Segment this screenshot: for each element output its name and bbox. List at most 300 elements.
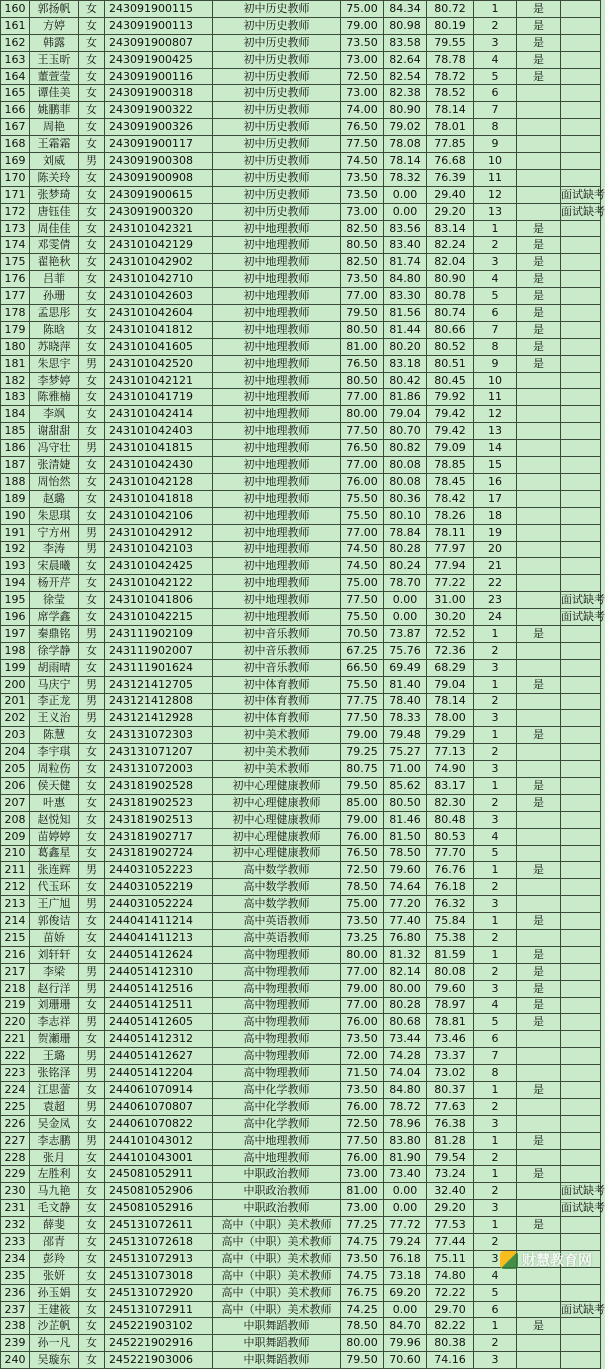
cell-physical-exam: 是	[517, 68, 561, 85]
cell-remark	[561, 1166, 601, 1183]
cell-gender: 女	[79, 845, 105, 862]
table-row	[1, 1284, 601, 1301]
cell-position: 初中体育教师	[213, 710, 341, 727]
cell-written-score: 74.50	[341, 541, 384, 558]
cell-gender: 女	[79, 220, 105, 237]
cell-index: 217	[1, 963, 30, 980]
cell-total-score: 74.16	[427, 1352, 474, 1369]
cell-gender: 女	[79, 997, 105, 1014]
cell-exam-id: 243131072303	[105, 727, 213, 744]
table-row	[1, 169, 601, 186]
cell-index: 212	[1, 879, 30, 896]
cell-physical-exam	[517, 136, 561, 153]
cell-gender: 女	[79, 1250, 105, 1267]
cell-name: 王广旭	[30, 896, 79, 913]
cell-written-score: 76.00	[341, 1098, 384, 1115]
cell-rank: 6	[474, 1301, 517, 1318]
cell-name: 谭佳美	[30, 85, 79, 102]
cell-exam-id: 243091900115	[105, 1, 213, 18]
cell-remark	[561, 51, 601, 68]
cell-name: 王义治	[30, 710, 79, 727]
cell-interview-score: 79.96	[384, 1335, 427, 1352]
cell-name: 周粒伤	[30, 761, 79, 778]
cell-index: 223	[1, 1065, 30, 1082]
cell-interview-score: 73.40	[384, 1166, 427, 1183]
table-row	[1, 828, 601, 845]
cell-exam-id: 243091900807	[105, 34, 213, 51]
cell-exam-id: 243091900320	[105, 203, 213, 220]
cell-exam-id: 244051412312	[105, 1031, 213, 1048]
cell-remark	[561, 1335, 601, 1352]
cell-rank: 3	[474, 761, 517, 778]
cell-index: 170	[1, 169, 30, 186]
cell-interview-score: 79.60	[384, 862, 427, 879]
cell-gender: 男	[79, 153, 105, 170]
cell-interview-score: 78.72	[384, 1098, 427, 1115]
cell-gender: 女	[79, 1115, 105, 1132]
cell-remark	[561, 305, 601, 322]
table-row	[1, 794, 601, 811]
cell-exam-id: 243111901624	[105, 659, 213, 676]
table-row	[1, 811, 601, 828]
cell-index: 163	[1, 51, 30, 68]
cell-position: 中职舞蹈教师	[213, 1352, 341, 1369]
cell-written-score: 67.25	[341, 642, 384, 659]
cell-physical-exam: 是	[517, 1217, 561, 1234]
cell-remark	[561, 1318, 601, 1335]
cell-position: 初中地理教师	[213, 271, 341, 288]
cell-written-score: 77.00	[341, 963, 384, 980]
cell-total-score: 80.51	[427, 355, 474, 372]
cell-interview-score: 80.98	[384, 17, 427, 34]
cell-remark	[561, 1115, 601, 1132]
cell-position: 初中音乐教师	[213, 625, 341, 642]
cell-exam-id: 245131072913	[105, 1250, 213, 1267]
cell-position: 初中体育教师	[213, 693, 341, 710]
cell-remark	[561, 1031, 601, 1048]
cell-position: 初中历史教师	[213, 102, 341, 119]
cell-gender: 女	[79, 507, 105, 524]
cell-written-score: 79.00	[341, 811, 384, 828]
cell-name: 徐莹	[30, 592, 79, 609]
cell-rank: 4	[474, 997, 517, 1014]
cell-gender: 女	[79, 1284, 105, 1301]
cell-gender: 女	[79, 237, 105, 254]
cell-exam-id: 243131072003	[105, 761, 213, 778]
cell-total-score: 74.90	[427, 761, 474, 778]
table-row	[1, 423, 601, 440]
cell-exam-id: 243101041812	[105, 321, 213, 338]
table-row	[1, 237, 601, 254]
cell-remark	[561, 136, 601, 153]
cell-exam-id: 243101042902	[105, 254, 213, 271]
cell-name: 马庆宁	[30, 676, 79, 693]
cell-name: 李飒	[30, 406, 79, 423]
cell-physical-exam: 是	[517, 997, 561, 1014]
table-row	[1, 1065, 601, 1082]
cell-index: 197	[1, 625, 30, 642]
cell-rank: 20	[474, 541, 517, 558]
cell-total-score: 80.53	[427, 828, 474, 845]
cell-physical-exam	[517, 1267, 561, 1284]
cell-name: 邵青	[30, 1234, 79, 1251]
cell-remark	[561, 1149, 601, 1166]
cell-exam-id: 243091900113	[105, 17, 213, 34]
cell-written-score: 73.25	[341, 929, 384, 946]
cell-name: 郭俊诘	[30, 913, 79, 930]
cell-position: 初中地理教师	[213, 338, 341, 355]
cell-exam-id: 243091900322	[105, 102, 213, 119]
cell-rank: 6	[474, 1031, 517, 1048]
cell-physical-exam	[517, 406, 561, 423]
cell-remark	[561, 1352, 601, 1369]
cell-physical-exam	[517, 1200, 561, 1217]
cell-exam-id: 245131072920	[105, 1284, 213, 1301]
cell-total-score: 29.20	[427, 203, 474, 220]
cell-written-score: 76.00	[341, 1149, 384, 1166]
table-row	[1, 1301, 601, 1318]
cell-gender: 女	[79, 102, 105, 119]
cell-gender: 女	[79, 119, 105, 136]
cell-total-score: 73.46	[427, 1031, 474, 1048]
cell-index: 180	[1, 338, 30, 355]
cell-exam-id: 243101041806	[105, 592, 213, 609]
cell-remark: 面试缺考	[561, 203, 601, 220]
cell-exam-id: 244031052219	[105, 879, 213, 896]
cell-index: 211	[1, 862, 30, 879]
cell-position: 高中地理教师	[213, 1132, 341, 1149]
cell-written-score: 77.50	[341, 592, 384, 609]
cell-exam-id: 244101043001	[105, 1149, 213, 1166]
cell-position: 初中地理教师	[213, 372, 341, 389]
cell-written-score: 85.00	[341, 794, 384, 811]
cell-total-score: 78.00	[427, 710, 474, 727]
cell-position: 初中历史教师	[213, 136, 341, 153]
cell-written-score: 80.00	[341, 1335, 384, 1352]
cell-exam-id: 243101042520	[105, 355, 213, 372]
cell-interview-score: 78.08	[384, 136, 427, 153]
cell-remark	[561, 1284, 601, 1301]
cell-interview-score: 0.00	[384, 1301, 427, 1318]
cell-physical-exam: 是	[517, 777, 561, 794]
cell-interview-score: 0.00	[384, 203, 427, 220]
cell-name: 李梁	[30, 963, 79, 980]
cell-position: 初中美术教师	[213, 761, 341, 778]
cell-gender: 女	[79, 879, 105, 896]
cell-name: 李志鹏	[30, 1132, 79, 1149]
cell-remark	[561, 625, 601, 642]
cell-gender: 女	[79, 389, 105, 406]
cell-total-score: 77.44	[427, 1234, 474, 1251]
cell-rank: 4	[474, 271, 517, 288]
cell-rank: 2	[474, 963, 517, 980]
table-row	[1, 642, 601, 659]
cell-exam-id: 244031052223	[105, 862, 213, 879]
cell-position: 初中地理教师	[213, 288, 341, 305]
cell-gender: 女	[79, 254, 105, 271]
cell-physical-exam	[517, 879, 561, 896]
table-row	[1, 558, 601, 575]
cell-index: 233	[1, 1234, 30, 1251]
cell-interview-score: 80.36	[384, 490, 427, 507]
cell-interview-score: 78.50	[384, 845, 427, 862]
cell-position: 初中音乐教师	[213, 642, 341, 659]
cell-written-score: 76.75	[341, 1284, 384, 1301]
cell-position: 中职舞蹈教师	[213, 1318, 341, 1335]
cell-gender: 女	[79, 575, 105, 592]
cell-index: 182	[1, 372, 30, 389]
cell-position: 高中英语教师	[213, 929, 341, 946]
cell-physical-exam: 是	[517, 288, 561, 305]
cell-name: 姚鹏菲	[30, 102, 79, 119]
cell-exam-id: 245081052916	[105, 1200, 213, 1217]
cell-index: 172	[1, 203, 30, 220]
cell-gender: 女	[79, 946, 105, 963]
cell-total-score: 72.52	[427, 625, 474, 642]
cell-name: 孙玉娟	[30, 1284, 79, 1301]
cell-position: 高中地理教师	[213, 1149, 341, 1166]
cell-interview-score: 77.72	[384, 1217, 427, 1234]
cell-rank: 8	[474, 119, 517, 136]
cell-physical-exam	[517, 929, 561, 946]
cell-interview-score: 78.32	[384, 169, 427, 186]
cell-interview-score: 82.14	[384, 963, 427, 980]
cell-physical-exam	[517, 761, 561, 778]
cell-interview-score: 83.18	[384, 355, 427, 372]
cell-gender: 男	[79, 355, 105, 372]
cell-remark	[561, 693, 601, 710]
cell-written-score: 76.50	[341, 355, 384, 372]
cell-name: 张梦琦	[30, 186, 79, 203]
cell-gender: 女	[79, 811, 105, 828]
cell-gender: 女	[79, 473, 105, 490]
cell-gender: 女	[79, 1082, 105, 1099]
cell-physical-exam	[517, 440, 561, 457]
cell-interview-score: 69.20	[384, 1284, 427, 1301]
cell-interview-score: 83.56	[384, 220, 427, 237]
cell-written-score: 77.50	[341, 710, 384, 727]
cell-remark	[561, 575, 601, 592]
cell-index: 240	[1, 1352, 30, 1369]
cell-physical-exam: 是	[517, 1082, 561, 1099]
cell-name: 周佳佳	[30, 220, 79, 237]
cell-total-score: 83.17	[427, 777, 474, 794]
cell-interview-score: 81.90	[384, 1149, 427, 1166]
table-row	[1, 51, 601, 68]
cell-written-score: 80.00	[341, 406, 384, 423]
cell-position: 初中音乐教师	[213, 659, 341, 676]
cell-written-score: 73.00	[341, 85, 384, 102]
cell-exam-id: 243101042129	[105, 237, 213, 254]
table-row	[1, 1250, 601, 1267]
cell-written-score: 76.50	[341, 845, 384, 862]
cell-interview-score: 80.10	[384, 507, 427, 524]
cell-total-score: 77.13	[427, 744, 474, 761]
cell-physical-exam: 是	[517, 676, 561, 693]
cell-index: 190	[1, 507, 30, 524]
cell-name: 唐钰佳	[30, 203, 79, 220]
cell-name: 韩露	[30, 34, 79, 51]
cell-index: 166	[1, 102, 30, 119]
cell-exam-id: 243101042106	[105, 507, 213, 524]
cell-gender: 女	[79, 1, 105, 18]
cell-gender: 男	[79, 625, 105, 642]
table-row	[1, 186, 601, 203]
cell-exam-id: 245221903102	[105, 1318, 213, 1335]
cell-remark	[561, 153, 601, 170]
cell-rank: 2	[474, 693, 517, 710]
cell-total-score: 77.22	[427, 575, 474, 592]
cell-interview-score: 78.14	[384, 153, 427, 170]
cell-name: 沙芷帆	[30, 1318, 79, 1335]
cell-gender: 女	[79, 457, 105, 474]
cell-remark	[561, 558, 601, 575]
cell-position: 高中（中职）美术教师	[213, 1234, 341, 1251]
cell-position: 初中地理教师	[213, 423, 341, 440]
cell-total-score: 32.40	[427, 1183, 474, 1200]
cell-written-score: 75.50	[341, 490, 384, 507]
cell-total-score: 80.45	[427, 372, 474, 389]
cell-name: 张连辉	[30, 862, 79, 879]
cell-index: 161	[1, 17, 30, 34]
cell-gender: 男	[79, 862, 105, 879]
cell-exam-id: 244051412605	[105, 1014, 213, 1031]
cell-remark	[561, 1082, 601, 1099]
cell-interview-score: 0.00	[384, 186, 427, 203]
cell-written-score: 79.25	[341, 744, 384, 761]
cell-exam-id: 243101042128	[105, 473, 213, 490]
cell-exam-id: 243091900117	[105, 136, 213, 153]
table-row	[1, 338, 601, 355]
cell-name: 代玉环	[30, 879, 79, 896]
cell-remark	[561, 457, 601, 474]
cell-interview-score: 81.86	[384, 389, 427, 406]
cell-position: 高中物理教师	[213, 997, 341, 1014]
cell-name: 杨开芹	[30, 575, 79, 592]
cell-total-score: 79.55	[427, 34, 474, 51]
cell-physical-exam: 是	[517, 1014, 561, 1031]
cell-remark	[561, 659, 601, 676]
cell-remark	[561, 85, 601, 102]
cell-total-score: 80.37	[427, 1082, 474, 1099]
cell-exam-id: 245221902916	[105, 1335, 213, 1352]
cell-interview-score: 78.70	[384, 575, 427, 592]
cell-written-score: 80.00	[341, 946, 384, 963]
cell-index: 224	[1, 1082, 30, 1099]
cell-interview-score: 80.42	[384, 372, 427, 389]
cell-remark	[561, 440, 601, 457]
cell-exam-id: 244031052224	[105, 896, 213, 913]
cell-interview-score: 84.34	[384, 1, 427, 18]
table-row	[1, 609, 601, 626]
cell-index: 199	[1, 659, 30, 676]
cell-name: 李正龙	[30, 693, 79, 710]
cell-interview-score: 79.24	[384, 1234, 427, 1251]
cell-position: 初中地理教师	[213, 541, 341, 558]
cell-physical-exam: 是	[517, 338, 561, 355]
cell-interview-score: 80.08	[384, 457, 427, 474]
cell-total-score: 78.01	[427, 119, 474, 136]
cell-written-score: 73.50	[341, 271, 384, 288]
cell-physical-exam: 是	[517, 17, 561, 34]
cell-total-score: 77.70	[427, 845, 474, 862]
cell-remark	[561, 321, 601, 338]
cell-rank: 5	[474, 1014, 517, 1031]
cell-rank: 2	[474, 1183, 517, 1200]
cell-exam-id: 244051412204	[105, 1065, 213, 1082]
cell-gender: 女	[79, 1335, 105, 1352]
table-row	[1, 625, 601, 642]
cell-rank: 5	[474, 288, 517, 305]
cell-name: 孟思彤	[30, 305, 79, 322]
cell-rank: 8	[474, 338, 517, 355]
cell-written-score: 77.00	[341, 457, 384, 474]
cell-physical-exam	[517, 423, 561, 440]
cell-physical-exam	[517, 710, 561, 727]
cell-exam-id: 243181902523	[105, 794, 213, 811]
table-row	[1, 1335, 601, 1352]
cell-interview-score: 79.04	[384, 406, 427, 423]
table-row	[1, 524, 601, 541]
cell-written-score: 73.50	[341, 186, 384, 203]
cell-interview-score: 85.62	[384, 777, 427, 794]
cell-exam-id: 243101042122	[105, 575, 213, 592]
cell-name: 郭扬帆	[30, 1, 79, 18]
cell-written-score: 81.00	[341, 338, 384, 355]
cell-name: 袁超	[30, 1098, 79, 1115]
cell-physical-exam	[517, 659, 561, 676]
cell-index: 204	[1, 744, 30, 761]
cell-name: 席学鑫	[30, 609, 79, 626]
cell-written-score: 71.50	[341, 1065, 384, 1082]
cell-total-score: 77.94	[427, 558, 474, 575]
cell-total-score: 72.36	[427, 642, 474, 659]
cell-remark	[561, 288, 601, 305]
cell-position: 初中历史教师	[213, 119, 341, 136]
cell-gender: 女	[79, 169, 105, 186]
table-row	[1, 254, 601, 271]
table-row	[1, 1115, 601, 1132]
cell-total-score: 73.24	[427, 1166, 474, 1183]
cell-position: 高中（中职）美术教师	[213, 1217, 341, 1234]
cell-name: 薛斐	[30, 1217, 79, 1234]
cell-written-score: 73.00	[341, 203, 384, 220]
table-row	[1, 946, 601, 963]
cell-exam-id: 243091900308	[105, 153, 213, 170]
cell-remark	[561, 423, 601, 440]
cell-physical-exam	[517, 457, 561, 474]
cell-total-score: 75.84	[427, 913, 474, 930]
cell-remark	[561, 473, 601, 490]
cell-remark	[561, 794, 601, 811]
cell-rank: 23	[474, 592, 517, 609]
cell-remark	[561, 355, 601, 372]
table-row	[1, 929, 601, 946]
cell-interview-score: 84.70	[384, 1318, 427, 1335]
cell-interview-score: 78.40	[384, 693, 427, 710]
table-row	[1, 389, 601, 406]
cell-interview-score: 70.60	[384, 1352, 427, 1369]
cell-remark	[561, 1, 601, 18]
cell-position: 中职政治教师	[213, 1166, 341, 1183]
cell-interview-score: 79.02	[384, 119, 427, 136]
cell-position: 初中历史教师	[213, 153, 341, 170]
cell-remark	[561, 913, 601, 930]
cell-total-score: 78.97	[427, 997, 474, 1014]
cell-position: 初中历史教师	[213, 51, 341, 68]
cell-written-score: 74.25	[341, 1301, 384, 1318]
cell-interview-score: 82.54	[384, 68, 427, 85]
